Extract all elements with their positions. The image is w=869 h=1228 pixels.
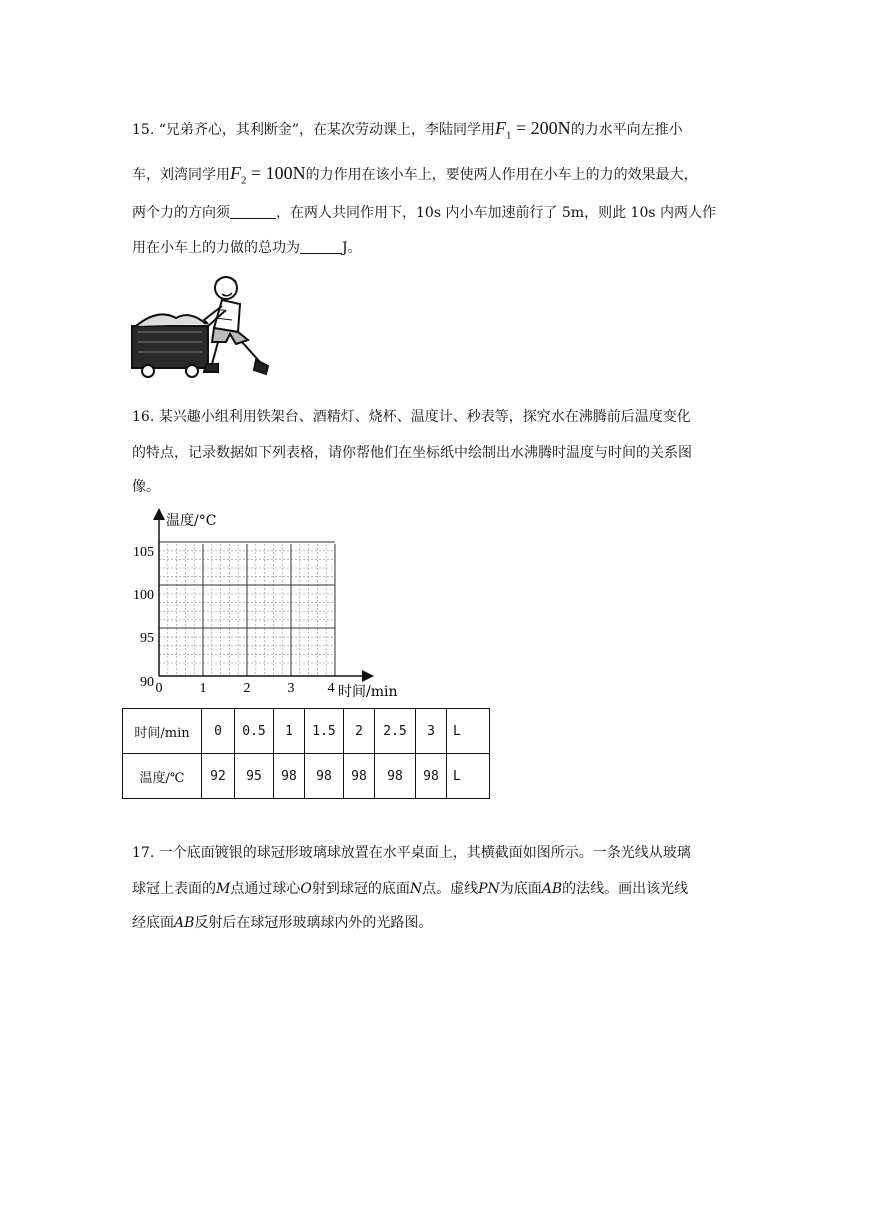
table-cell: 98 — [274, 754, 305, 799]
table-row — [123, 754, 490, 799]
answer-blank-direction[interactable] — [230, 204, 276, 219]
table-cell: 92 — [202, 754, 235, 799]
force-f1: $F_1 = 200N$ — [495, 118, 571, 142]
y-tick-label: 95 — [140, 631, 154, 646]
q15-line-3: 两个力的方向须 ，在两人共同作用下，10s 内小车加速前行了 5m，则此 10s 内两人作 — [132, 205, 716, 221]
q17-line-1: 17. 一个底面镀银的球冠形玻璃球放置在水平桌面上，其横截面如图所示。一条光线从玻璃 — [132, 845, 691, 861]
table-row — [123, 709, 490, 754]
table-cell: 98 — [416, 754, 447, 799]
table-row-header: 时间/min — [123, 709, 202, 754]
q17-line-2: 球冠上表面的M点通过球心O射到球冠的底面N点。虚线PN为底面AB的法线。画出该光线 — [132, 881, 689, 897]
table-cell: 2.5 — [375, 709, 416, 754]
q15-line-2: 车，刘湾同学用$F_2 = 100N$的力作用在该小车上，要使两人作用在小车上的力的效果最大， — [132, 163, 698, 187]
y-tick-label: 105 — [133, 545, 154, 560]
table-row-header: 温度/℃ — [123, 754, 202, 799]
y-tick-label: 90 — [140, 675, 154, 690]
boy-pushing-cart-illustration — [128, 270, 288, 382]
q17-line-3: 经底面AB反射后在球冠形玻璃球内外的光路图。 — [132, 915, 433, 931]
table-cell: 0.5 — [235, 709, 274, 754]
table-cell: 98 — [305, 754, 344, 799]
q15-line-1: 15. “兄弟齐心，其利断金”，在某次劳动课上，李陆同学用$F_1 = 200N$的力水平向左推小 — [132, 118, 683, 142]
table-cell: 0 — [202, 709, 235, 754]
q15-line-4: 用在小车上的力做的总功为 J。 — [132, 240, 362, 256]
table-cell: 1 — [274, 709, 305, 754]
y-tick-label: 100 — [133, 588, 154, 603]
table-cell: 98 — [375, 754, 416, 799]
table-cell: 2 — [344, 709, 375, 754]
x-tick-label: 1 — [199, 681, 207, 696]
table-cell: 98 — [344, 754, 375, 799]
table-cell: L — [447, 754, 490, 799]
y-axis-label: 温度/°C — [166, 513, 217, 529]
x-tick-label: 4 — [327, 681, 335, 696]
table-cell: 1.5 — [305, 709, 344, 754]
q16-line-2: 的特点，记录数据如下列表格，请你帮他们在坐标纸中绘制出水沸腾时温度与时间的关系图 — [132, 445, 692, 461]
x-axis-label: 时间/min — [338, 684, 398, 700]
coordinate-grid-paper[interactable] — [132, 508, 412, 704]
table-cell: 3 — [416, 709, 447, 754]
data-table — [122, 708, 490, 799]
x-tick-label: 2 — [243, 681, 251, 696]
q16-line-1: 16. 某兴趣小组利用铁架台、酒精灯、烧杯、温度计、秒表等，探究水在沸腾前后温度变化 — [132, 409, 691, 425]
x-tick-label: 0 — [155, 681, 163, 696]
force-f2: $F_2 = 100N$ — [230, 163, 306, 187]
table-cell: L — [447, 709, 490, 754]
table-cell: 95 — [235, 754, 274, 799]
answer-blank-work[interactable] — [300, 239, 342, 254]
x-tick-label: 3 — [287, 681, 295, 696]
q16-line-3: 像。 — [132, 479, 160, 495]
q15-text: 15. “兄弟齐心，其利断金”，在某次劳动课上，李陆同学用 — [132, 122, 496, 138]
